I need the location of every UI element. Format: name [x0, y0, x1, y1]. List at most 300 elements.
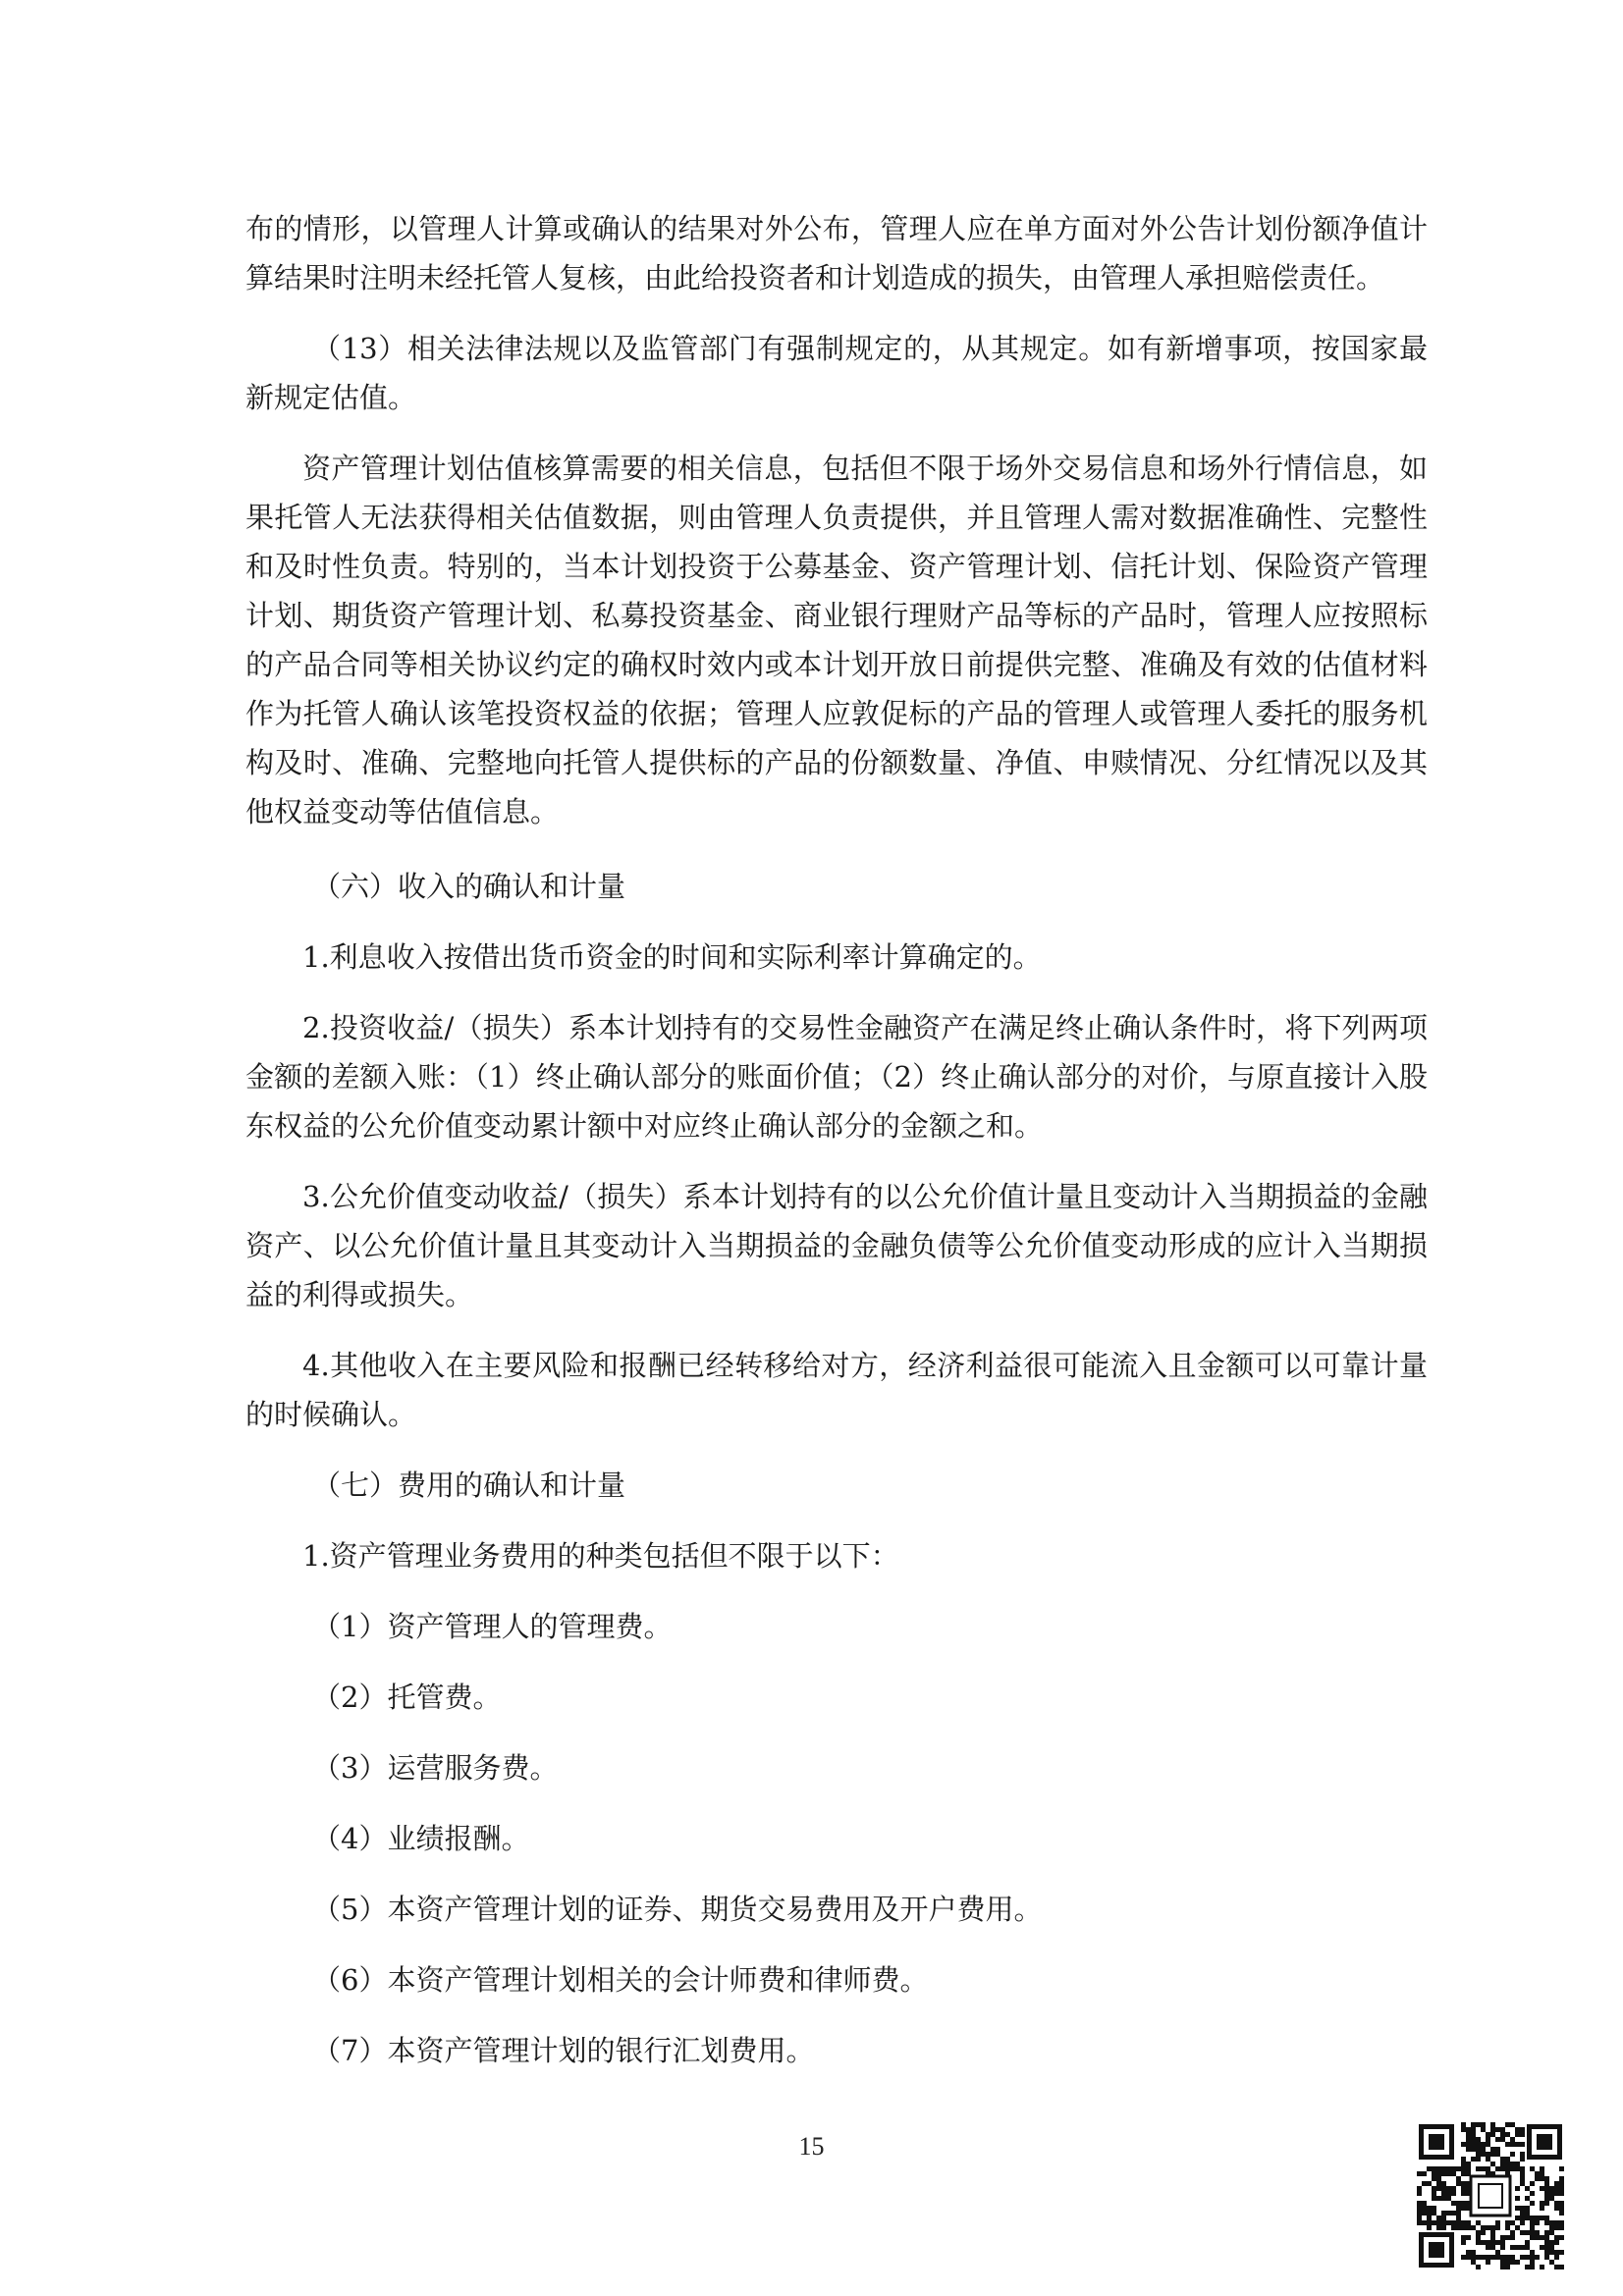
qr-module	[1510, 2137, 1515, 2142]
qr-module	[1559, 2186, 1564, 2191]
qr-module	[1441, 2196, 1446, 2201]
qr-module	[1500, 2255, 1505, 2260]
qr-module	[1441, 2171, 1446, 2176]
qr-module	[1422, 2220, 1427, 2225]
qr-module	[1441, 2216, 1446, 2220]
qr-module	[1471, 2260, 1476, 2265]
qr-module	[1549, 2220, 1554, 2225]
qr-module	[1554, 2250, 1559, 2255]
qr-module	[1520, 2171, 1525, 2176]
qr-module	[1446, 2166, 1451, 2171]
qr-module	[1559, 2211, 1564, 2216]
qr-module	[1446, 2191, 1451, 2196]
qr-module	[1466, 2147, 1471, 2152]
qr-module	[1495, 2152, 1500, 2157]
qr-module	[1461, 2191, 1466, 2196]
qr-module	[1544, 2230, 1549, 2235]
qr-module	[1520, 2206, 1525, 2211]
qr-module	[1510, 2230, 1515, 2235]
qr-module	[1515, 2186, 1520, 2191]
qr-module	[1461, 2122, 1466, 2127]
qr-module	[1554, 2240, 1559, 2245]
qr-code-icon	[1417, 2122, 1564, 2269]
qr-module	[1446, 2196, 1451, 2201]
qr-module	[1500, 2132, 1505, 2137]
qr-module	[1490, 2225, 1495, 2230]
qr-module	[1505, 2166, 1510, 2171]
qr-module	[1446, 2220, 1451, 2225]
qr-module	[1461, 2206, 1466, 2211]
qr-module	[1466, 2166, 1471, 2171]
qr-module	[1436, 2171, 1441, 2176]
qr-module	[1549, 2260, 1554, 2265]
paragraph-income-2: 2.投资收益/（损失）系本计划持有的交易性金融资产在满足终止确认条件时，将下列两项金额的差额入账：（1）终止确认部分的账面价值；（2）终止确认部分的对价，与原直接计入股东权益的公允价值变动累计额中对应终止确认部分的金额之和。	[245, 1011, 1428, 1143]
qr-module	[1432, 2186, 1436, 2191]
qr-module	[1490, 2147, 1495, 2152]
qr-module	[1471, 2122, 1476, 2127]
qr-module	[1490, 2127, 1495, 2132]
qr-module	[1535, 2230, 1540, 2235]
qr-module	[1441, 2211, 1446, 2216]
qr-module	[1422, 2201, 1427, 2206]
qr-module	[1549, 2230, 1554, 2235]
qr-module	[1481, 2142, 1486, 2147]
qr-module	[1535, 2176, 1540, 2181]
qr-module	[1530, 2265, 1535, 2269]
section-heading-expenses: （七）费用的确认和计量	[312, 1468, 626, 1502]
qr-module	[1535, 2235, 1540, 2240]
qr-module	[1495, 2240, 1500, 2245]
qr-module	[1530, 2235, 1535, 2240]
qr-module	[1505, 2220, 1510, 2225]
qr-module	[1490, 2132, 1495, 2137]
qr-module	[1525, 2240, 1530, 2245]
qr-module	[1417, 2201, 1422, 2206]
qr-module	[1505, 2142, 1510, 2147]
qr-module	[1476, 2142, 1481, 2147]
qr-module	[1417, 2220, 1422, 2225]
qr-module	[1540, 2216, 1544, 2220]
qr-module	[1559, 2201, 1564, 2206]
qr-module	[1530, 2191, 1535, 2196]
paragraph-valuation-info: 资产管理计划估值核算需要的相关信息，包括但不限于场外交易信息和场外行情信息，如果托管人无法获得相关估值数据，则由管理人负责提供，并且管理人需对数据准确性、完整性和及时性负责。特别的，当本计划投资于公募基金、资产管理计划、信托计划、保险资产管理计划、期货资产管理计划、私募投资基金、商业银行理财产品等标的产品时，管理人应按照标的产品合同等相关协议约定的确权时效内或本计划开放日前提供完整、准确及有效的估值材料作为托管人确认该笔投资权益的依据；管理人应敦促标的产品的管理人或管理人委托的服务机构及时、准确、完整地向托管人提供标的产品的份额数量、净值、申赎情况、分红情况以及其他权益变动等估值信息。	[245, 452, 1428, 828]
qr-module	[1549, 2240, 1554, 2245]
qr-module	[1441, 2166, 1446, 2171]
qr-module	[1476, 2265, 1481, 2269]
qr-module	[1500, 2265, 1505, 2269]
qr-module	[1466, 2162, 1471, 2166]
qr-module	[1466, 2255, 1471, 2260]
qr-module	[1456, 2166, 1461, 2171]
qr-module	[1554, 2201, 1559, 2206]
qr-module	[1535, 2255, 1540, 2260]
qr-module	[1544, 2220, 1549, 2225]
qr-module	[1559, 2176, 1564, 2181]
qr-module	[1535, 2220, 1540, 2225]
qr-module	[1490, 2152, 1495, 2157]
qr-module	[1476, 2230, 1481, 2235]
qr-module	[1417, 2211, 1422, 2216]
qr-module	[1417, 2191, 1422, 2196]
qr-module	[1559, 2181, 1564, 2186]
qr-module	[1505, 2132, 1510, 2137]
qr-module	[1451, 2211, 1456, 2216]
qr-module	[1530, 2181, 1535, 2186]
paragraph-income-4: 4.其他收入在主要风险和报酬已经转移给对方，经济利益很可能流入且金额可以可靠计量的时候确认。	[245, 1349, 1428, 1431]
qr-module	[1500, 2245, 1505, 2250]
qr-module	[1500, 2137, 1505, 2142]
qr-module	[1481, 2255, 1486, 2260]
qr-module	[1544, 2250, 1549, 2255]
qr-module	[1549, 2196, 1554, 2201]
qr-module	[1530, 2230, 1535, 2235]
qr-module	[1535, 2171, 1540, 2176]
qr-module	[1515, 2206, 1520, 2211]
qr-module	[1471, 2142, 1476, 2147]
qr-module	[1456, 2216, 1461, 2220]
qr-module	[1441, 2186, 1446, 2191]
qr-module	[1486, 2240, 1490, 2245]
qr-module	[1525, 2216, 1530, 2220]
qr-module	[1520, 2166, 1525, 2171]
qr-module	[1486, 2255, 1490, 2260]
qr-module	[1540, 2171, 1544, 2176]
qr-module	[1549, 2245, 1554, 2250]
qr-module	[1505, 2157, 1510, 2162]
qr-module	[1554, 2191, 1559, 2196]
qr-module	[1422, 2206, 1427, 2211]
qr-module	[1510, 2142, 1515, 2147]
qr-module	[1505, 2235, 1510, 2240]
qr-module	[1515, 2260, 1520, 2265]
qr-module	[1417, 2216, 1422, 2220]
qr-module	[1486, 2225, 1490, 2230]
qr-module	[1554, 2206, 1559, 2211]
qr-module	[1510, 2166, 1515, 2171]
qr-module	[1471, 2250, 1476, 2255]
qr-module	[1544, 2191, 1549, 2196]
qr-module	[1471, 2132, 1476, 2137]
qr-module	[1466, 2250, 1471, 2255]
qr-module	[1461, 2220, 1466, 2225]
qr-module	[1549, 2191, 1554, 2196]
qr-module	[1530, 2255, 1535, 2260]
qr-module	[1466, 2225, 1471, 2230]
qr-module	[1510, 2255, 1515, 2260]
qr-module	[1515, 2162, 1520, 2166]
qr-module	[1461, 2235, 1466, 2240]
qr-module	[1554, 2265, 1559, 2269]
qr-module	[1432, 2220, 1436, 2225]
qr-module	[1456, 2201, 1461, 2206]
qr-module	[1481, 2122, 1486, 2127]
qr-module	[1500, 2157, 1505, 2162]
qr-module	[1490, 2235, 1495, 2240]
qr-module	[1451, 2220, 1456, 2225]
qr-module	[1525, 2211, 1530, 2216]
expense-item-3: （3）运营服务费。	[312, 1751, 559, 1785]
qr-module	[1544, 2186, 1549, 2191]
qr-module	[1481, 2147, 1486, 2152]
qr-module	[1559, 2235, 1564, 2240]
qr-module	[1559, 2265, 1564, 2269]
qr-module	[1554, 2220, 1559, 2225]
qr-module	[1451, 2166, 1456, 2171]
qr-module	[1422, 2181, 1427, 2186]
qr-module	[1422, 2211, 1427, 2216]
qr-module	[1525, 2265, 1530, 2269]
qr-module	[1544, 2255, 1549, 2260]
qr-module	[1549, 2250, 1554, 2255]
qr-module	[1476, 2122, 1481, 2127]
qr-module	[1520, 2220, 1525, 2225]
qr-module	[1540, 2186, 1544, 2191]
qr-module	[1525, 2255, 1530, 2260]
qr-module	[1481, 2240, 1486, 2245]
qr-module	[1559, 2250, 1564, 2255]
qr-module	[1422, 2171, 1427, 2176]
qr-module	[1559, 2206, 1564, 2211]
qr-module	[1510, 2235, 1515, 2240]
qr-module	[1436, 2166, 1441, 2171]
expense-item-7: （7）本资产管理计划的银行汇划费用。	[312, 2034, 815, 2067]
qr-module	[1456, 2206, 1461, 2211]
qr-module	[1476, 2137, 1481, 2142]
qr-module	[1486, 2132, 1490, 2137]
qr-module	[1500, 2260, 1505, 2265]
qr-module	[1525, 2206, 1530, 2211]
qr-module	[1417, 2171, 1422, 2176]
qr-module	[1505, 2122, 1510, 2127]
qr-module	[1436, 2181, 1441, 2186]
qr-module	[1530, 2220, 1535, 2225]
qr-module	[1554, 2255, 1559, 2260]
qr-module	[1461, 2171, 1466, 2176]
qr-module	[1490, 2245, 1495, 2250]
qr-module	[1515, 2127, 1520, 2132]
qr-module	[1544, 2245, 1549, 2250]
qr-module	[1476, 2255, 1481, 2260]
qr-module	[1495, 2137, 1500, 2142]
qr-module	[1495, 2250, 1500, 2255]
qr-module	[1461, 2201, 1466, 2206]
qr-module	[1530, 2250, 1535, 2255]
qr-module	[1432, 2171, 1436, 2176]
qr-module	[1540, 2245, 1544, 2250]
qr-module	[1544, 2240, 1549, 2245]
qr-module	[1486, 2166, 1490, 2171]
qr-module	[1432, 2176, 1436, 2181]
qr-module	[1490, 2255, 1495, 2260]
qr-module	[1515, 2166, 1520, 2171]
qr-module	[1520, 2142, 1525, 2147]
qr-module	[1456, 2181, 1461, 2186]
qr-module	[1495, 2127, 1500, 2132]
qr-module	[1510, 2152, 1515, 2157]
qr-module	[1544, 2235, 1549, 2240]
qr-module	[1520, 2127, 1525, 2132]
expense-item-2: （2）托管费。	[312, 1681, 502, 1714]
qr-module	[1432, 2196, 1436, 2201]
qr-module	[1461, 2127, 1466, 2132]
qr-module	[1427, 2220, 1432, 2225]
qr-module	[1432, 2166, 1436, 2171]
qr-module	[1446, 2171, 1451, 2176]
qr-module	[1554, 2186, 1559, 2191]
qr-module	[1549, 2186, 1554, 2191]
qr-module	[1530, 2225, 1535, 2230]
qr-module	[1520, 2255, 1525, 2260]
qr-module	[1441, 2191, 1446, 2196]
qr-module	[1427, 2211, 1432, 2216]
expense-item-1: （1）资产管理人的管理费。	[312, 1610, 673, 1643]
qr-module	[1544, 2176, 1549, 2181]
qr-module	[1466, 2127, 1471, 2132]
qr-module	[1441, 2181, 1446, 2186]
qr-module	[1559, 2191, 1564, 2196]
qr-module	[1432, 2191, 1436, 2196]
qr-module	[1500, 2162, 1505, 2166]
qr-module	[1461, 2186, 1466, 2191]
qr-module	[1540, 2176, 1544, 2181]
qr-module	[1486, 2260, 1490, 2265]
qr-module	[1486, 2245, 1490, 2250]
qr-module	[1495, 2220, 1500, 2225]
qr-module	[1461, 2255, 1466, 2260]
qr-module	[1540, 2206, 1544, 2211]
qr-module	[1461, 2181, 1466, 2186]
qr-module	[1500, 2166, 1505, 2171]
qr-module	[1490, 2230, 1495, 2235]
qr-module	[1549, 2225, 1554, 2230]
paragraph-income-1: 1.利息收入按借出货币资金的时间和实际利率计算确定的。	[302, 940, 1042, 974]
qr-module	[1471, 2157, 1476, 2162]
qr-module	[1525, 2186, 1530, 2191]
qr-module	[1456, 2211, 1461, 2216]
qr-module	[1544, 2196, 1549, 2201]
qr-module	[1554, 2225, 1559, 2230]
qr-module	[1476, 2235, 1481, 2240]
qr-module	[1525, 2245, 1530, 2250]
qr-module	[1441, 2220, 1446, 2225]
qr-module	[1515, 2132, 1520, 2137]
qr-module	[1436, 2220, 1441, 2225]
qr-module	[1495, 2255, 1500, 2260]
expense-item-4: （4）业绩报酬。	[312, 1822, 530, 1855]
qr-module	[1476, 2157, 1481, 2162]
qr-module	[1432, 2206, 1436, 2211]
qr-module	[1554, 2235, 1559, 2240]
qr-module	[1554, 2181, 1559, 2186]
qr-module	[1476, 2147, 1481, 2152]
qr-module	[1481, 2152, 1486, 2157]
qr-module	[1530, 2166, 1535, 2171]
qr-module	[1520, 2157, 1525, 2162]
qr-module	[1461, 2225, 1466, 2230]
qr-module	[1495, 2225, 1500, 2230]
qr-module	[1530, 2201, 1535, 2206]
qr-module	[1520, 2132, 1525, 2137]
qr-module	[1520, 2152, 1525, 2157]
paragraph-expenses-1: 1.资产管理业务费用的种类包括但不限于以下：	[302, 1539, 899, 1573]
paragraph-continuation: 布的情形，以管理人计算或确认的结果对外公布，管理人应在单方面对外公告计划份额净值计算结果时注明未经托管人复核，由此给投资者和计划造成的损失，由管理人承担赔偿责任。	[245, 212, 1428, 294]
qr-module	[1471, 2137, 1476, 2142]
qr-module	[1436, 2225, 1441, 2230]
qr-module	[1471, 2225, 1476, 2230]
qr-module	[1461, 2166, 1466, 2171]
qr-module	[1451, 2171, 1456, 2176]
qr-module	[1495, 2147, 1500, 2152]
qr-module	[1559, 2225, 1564, 2230]
qr-module	[1510, 2260, 1515, 2265]
qr-module	[1427, 2181, 1432, 2186]
qr-module	[1432, 2211, 1436, 2216]
qr-module	[1461, 2157, 1466, 2162]
qr-module	[1510, 2220, 1515, 2225]
qr-module	[1515, 2142, 1520, 2147]
qr-module	[1520, 2181, 1525, 2186]
qr-module	[1515, 2245, 1520, 2250]
qr-module	[1466, 2220, 1471, 2225]
qr-module	[1461, 2240, 1466, 2245]
qr-module	[1481, 2230, 1486, 2235]
paragraph-income-3: 3.公允价值变动收益/（损失）系本计划持有的以公允价值计量且变动计入当期损益的金融资产、以公允价值计量且其变动计入当期损益的金融负债等公允价值变动形成的应计入当期损益的利得或损失。	[245, 1180, 1428, 1311]
qr-module	[1520, 2245, 1525, 2250]
qr-module	[1500, 2127, 1505, 2132]
qr-module	[1427, 2225, 1432, 2230]
qr-module	[1456, 2220, 1461, 2225]
qr-module	[1505, 2265, 1510, 2269]
qr-module	[1471, 2255, 1476, 2260]
qr-module	[1456, 2176, 1461, 2181]
qr-module	[1481, 2127, 1486, 2132]
qr-module	[1436, 2216, 1441, 2220]
qr-module	[1476, 2166, 1481, 2171]
qr-module	[1535, 2216, 1540, 2220]
qr-module	[1540, 2235, 1544, 2240]
qr-module	[1505, 2225, 1510, 2230]
qr-module	[1461, 2142, 1466, 2147]
qr-module	[1427, 2166, 1432, 2171]
qr-module	[1525, 2230, 1530, 2235]
qr-module	[1515, 2196, 1520, 2201]
qr-module	[1461, 2162, 1466, 2166]
qr-module	[1451, 2201, 1456, 2206]
qr-module	[1510, 2162, 1515, 2166]
qr-module	[1544, 2216, 1549, 2220]
qr-module	[1427, 2216, 1432, 2220]
qr-module	[1500, 2240, 1505, 2245]
expense-item-6: （6）本资产管理计划相关的会计师费和律师费。	[312, 1963, 929, 1997]
qr-module	[1436, 2196, 1441, 2201]
qr-module	[1559, 2166, 1564, 2171]
qr-module	[1417, 2206, 1422, 2211]
qr-module	[1490, 2162, 1495, 2166]
section-heading-income: （六）收入的确认和计量	[312, 870, 626, 903]
qr-module	[1559, 2220, 1564, 2225]
qr-module	[1481, 2225, 1486, 2230]
qr-module	[1540, 2201, 1544, 2206]
qr-module	[1505, 2255, 1510, 2260]
qr-module	[1466, 2142, 1471, 2147]
qr-module	[1544, 2181, 1549, 2186]
qr-module	[1471, 2147, 1476, 2152]
qr-module	[1520, 2176, 1525, 2181]
qr-module	[1495, 2166, 1500, 2171]
qr-module	[1510, 2245, 1515, 2250]
qr-module	[1476, 2152, 1481, 2157]
qr-module	[1530, 2216, 1535, 2220]
